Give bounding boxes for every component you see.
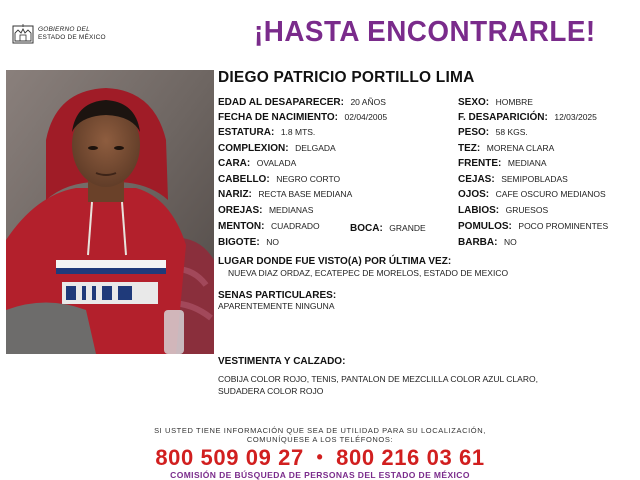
field-barba-label: BARBA: xyxy=(458,237,498,248)
particular-marks-label: SENAS PARTICULARES: xyxy=(218,290,337,301)
field-nacimiento xyxy=(218,111,387,124)
field-cara xyxy=(218,157,296,170)
field-ojos-value: CAFE OSCURO MEDIANOS xyxy=(495,189,606,199)
field-peso-label: PESO: xyxy=(458,127,490,138)
field-menton-value: CUADRADO xyxy=(271,221,320,231)
clothing-line-1: COBIJA COLOR ROJO, TENIS, PANTALON DE MEZCLILLA COLOR AZUL CLARO, xyxy=(218,374,538,384)
field-barba xyxy=(458,236,517,249)
headline: ¡HASTA ENCONTRARLE! xyxy=(254,16,596,48)
field-tez-value: MORENA CLARA xyxy=(486,143,555,153)
field-edad xyxy=(218,96,386,109)
field-pomulos xyxy=(458,220,608,233)
field-boca-label: BOCA: xyxy=(350,223,383,234)
field-pomulos-label: POMULOS: xyxy=(458,221,512,232)
phone-numbers xyxy=(0,445,640,471)
clothing-label: VESTIMENTA Y CALZADO: xyxy=(218,356,346,367)
field-peso xyxy=(458,126,528,139)
field-sexo-label: SEXO: xyxy=(458,97,490,108)
field-orejas-value: MEDIANAS xyxy=(268,205,314,215)
field-edad-value: 20 AÑOS xyxy=(350,97,386,107)
field-menton xyxy=(218,220,320,233)
field-nariz-value: RECTA BASE MEDIANA xyxy=(258,189,353,199)
field-nacimiento-value: 02/04/2005 xyxy=(344,112,388,122)
field-sexo-value: HOMBRE xyxy=(495,97,533,107)
field-frente xyxy=(458,157,547,170)
field-cejas-value: SEMIPOBLADAS xyxy=(501,174,568,184)
phone-number-1[interactable]: 800 509 09 27 xyxy=(155,445,304,470)
last-seen-value: NUEVA DIAZ ORDAZ, ECATEPEC DE MORELOS, ESTADO DE MEXICO xyxy=(228,268,509,278)
field-labios-value: GRUESOS xyxy=(505,205,549,215)
info-line-2: COMUNÍQUESE A LOS TELÉFONOS: xyxy=(246,435,394,444)
field-desaparicion-value: 12/03/2025 xyxy=(554,112,597,122)
phone-separator: • xyxy=(316,447,324,467)
field-nariz xyxy=(218,188,352,201)
field-nariz-label: NARIZ: xyxy=(218,189,252,200)
field-peso-value: 58 KGS. xyxy=(495,127,528,137)
field-orejas-label: OREJAS: xyxy=(218,205,263,216)
field-cabello-value: NEGRO CORTO xyxy=(276,174,341,184)
field-complexion-label: COMPLEXION: xyxy=(218,143,289,154)
field-desaparicion xyxy=(458,111,597,124)
field-edad-label: EDAD AL DESAPARECER: xyxy=(218,97,344,108)
field-cejas xyxy=(458,173,568,186)
field-cara-label: CARA: xyxy=(218,158,251,169)
field-estatura xyxy=(218,126,315,139)
field-cara-value: OVALADA xyxy=(256,158,297,168)
field-nacimiento-label: FECHA DE NACIMIENTO: xyxy=(218,112,338,123)
field-labios xyxy=(458,204,548,217)
field-bigote-label: BIGOTE: xyxy=(218,237,260,248)
person-photo-image xyxy=(6,70,214,354)
field-orejas xyxy=(218,204,313,217)
field-boca-value: GRANDE xyxy=(389,223,426,233)
field-barba-value: NO xyxy=(503,237,517,247)
field-pomulos-value: POCO PROMINENTES xyxy=(518,221,609,231)
field-bigote xyxy=(218,236,279,249)
field-cabello-label: CABELLO: xyxy=(218,174,270,185)
field-cabello xyxy=(218,173,340,186)
field-frente-label: FRENTE: xyxy=(458,158,502,169)
particular-marks-value: APARENTEMENTE NINGUNA xyxy=(218,301,335,311)
field-estatura-value: 1.8 MTS. xyxy=(280,127,316,137)
state-seal-icon xyxy=(12,23,34,45)
field-sexo xyxy=(458,96,533,109)
field-frente-value: MEDIANA xyxy=(507,158,547,168)
field-tez xyxy=(458,142,554,155)
field-ojos-label: OJOS: xyxy=(458,189,490,200)
field-labios-label: LABIOS: xyxy=(458,205,500,216)
clothing-line-2: SUDADERA COLOR ROJO xyxy=(218,386,324,396)
field-cejas-label: CEJAS: xyxy=(458,174,495,185)
person-name: DIEGO PATRICIO PORTILLO LIMA xyxy=(218,69,475,86)
field-bigote-value: NO xyxy=(266,237,279,247)
field-estatura-label: ESTATURA: xyxy=(218,127,275,138)
field-desaparicion-label: F. DESAPARICIÓN: xyxy=(458,112,548,123)
field-menton-label: MENTON: xyxy=(218,221,265,232)
last-seen-label: LUGAR DONDE FUE VISTO(A) POR ÚLTIMA VEZ: xyxy=(218,256,452,267)
field-tez-label: TEZ: xyxy=(458,143,481,154)
field-ojos xyxy=(458,188,606,201)
field-boca xyxy=(350,222,426,235)
government-logo xyxy=(12,22,132,46)
government-name xyxy=(38,26,106,42)
field-complexion xyxy=(218,142,336,155)
commission-name: COMISIÓN DE BÚSQUEDA DE PERSONAS DEL ESTADO DE MÉXICO xyxy=(170,470,470,480)
missing-person-photo xyxy=(6,70,214,354)
government-line-1: GOBIERNO DEL xyxy=(38,26,90,33)
info-line-1: SI USTED TIENE INFORMACIÓN QUE SEA DE UTILIDAD PARA SU LOCALIZACIÓN, xyxy=(154,426,486,435)
phone-number-2[interactable]: 800 216 03 61 xyxy=(336,445,485,470)
field-complexion-value: DELGADA xyxy=(295,143,336,153)
government-line-2: ESTADO DE MÉXICO xyxy=(38,34,106,41)
